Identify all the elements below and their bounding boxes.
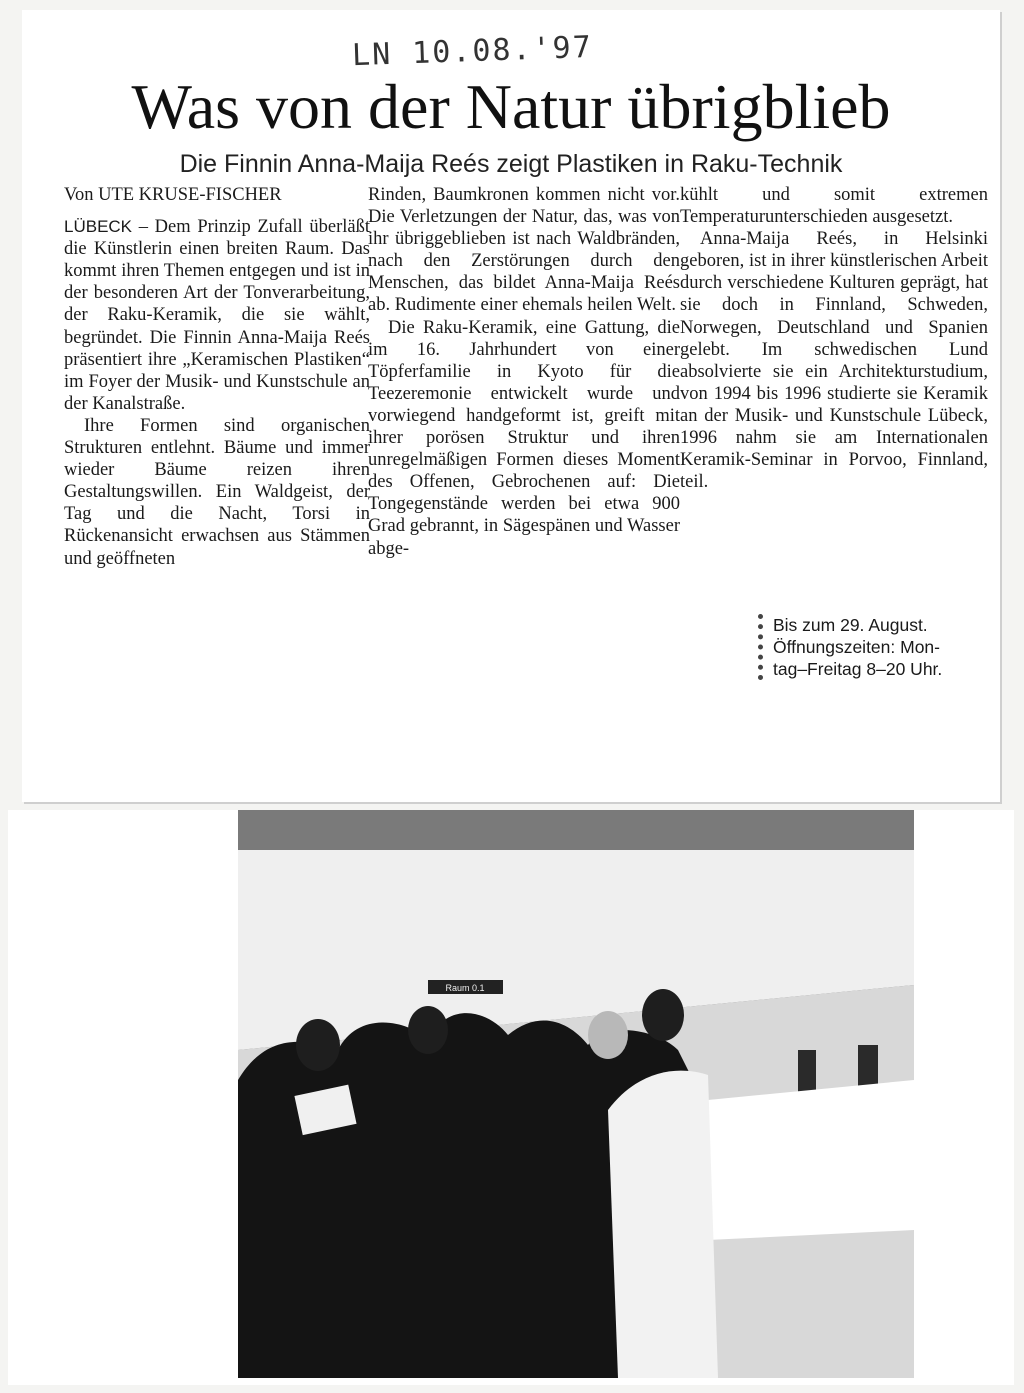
handwritten-date-note: LN 10.08.'97 [351, 29, 594, 74]
article-headline: Was von der Natur übrigblieb [131, 71, 891, 142]
article-column-3 [680, 184, 988, 493]
paragraph-text: – Dem Prinzip Zufall überläßt die Künstlerin einen breiten Raum. Das kommt ihren Themen entgegen und ist in der besonderen Art der Tonverarbeitung, der Raku-Keramik, die sie wählt, begründet. Die Finnin Anna-Maija Reés präsentiert ihre „Keramischen Plastiken“ im Foyer der Musik- und Kunstschule an der Kanalstraße. [64, 217, 371, 414]
article-paragraph: kühlt und somit extremen Temperaturunterschieden ausgesetzt. [680, 185, 988, 228]
article-paragraph: Anna-Maija Reés, in Helsinki geboren, ist in ihrer künstlerischen Arbeit durch verschiedene Kulturen geprägt, hat sie doch in Finnland, Schweden, Norwegen, Deutschland und Spanien gelebt. Im schwedischen Lund absolvierte sie ein Architekturstudium, von 1994 bis 1996 studierte sie Keramik an der Musik- und Kunstschule Lübeck, 1996 nahm sie am Internationalen Keramik-Seminar in Porvoo, Finnland, teil. [680, 229, 988, 493]
article-byline: Von UTE KRUSE-FISCHER [64, 185, 282, 205]
article-column-1 [64, 184, 370, 570]
photo-clipping [8, 810, 1014, 1385]
article-subheadline: Die Finnin Anna-Maija Reés zeigt Plastiken in Raku-Technik [179, 150, 843, 178]
info-line: tag–Freitag 8–20 Uhr. [773, 659, 943, 679]
article-paragraph: Ihre Formen sind organischen Strukturen entlehnt. Bäume und immer wieder Bäume reizen ihren Gestaltungswillen. Ein Waldgeist, der Tag und die Nacht, Torsi in Rückenansicht erwachsen aus Stämmen und geöffneten [64, 415, 370, 569]
article-paragraph: Rinden, Baumkronen kommen nicht vor. Die Verletzungen der Natur, das, was von ihr übriggeblieben ist nach Waldbränden, nach den Zerstörungen durch den Menschen, das bildet Anna-Maija Reés ab. Rudimente einer ehemals heilen Welt. [368, 185, 680, 316]
visitor-head [408, 1006, 448, 1054]
article-dateline: LÜBECK [64, 217, 133, 237]
visitor-head [296, 1019, 340, 1071]
display-pedestals [708, 1080, 914, 1240]
opening-hours-info-box [758, 614, 1001, 680]
visitor-head [588, 1011, 628, 1059]
info-line: Öffnungszeiten: Mon- [773, 637, 940, 657]
article-paragraph: Die Raku-Keramik, eine Gattung, die im 16. Jahrhundert von einer Töpferfamilie in Kyoto für die Teezeremonie entwickelt wurde und vorwiegend handgeformt ist, greift mit ihrer porösen Struktur und ihren unregelmäßigen Formen dieses Moment des Offenen, Gebrochenen auf: Die Tongegenstände werden bei etwa 900 Grad gebrannt, in Sägespänen und Wasser abge- [368, 317, 680, 559]
visitor-head [642, 989, 684, 1041]
article-paragraph [64, 216, 370, 415]
article-column-2 [368, 184, 680, 560]
info-line: Bis zum 29. August. [773, 615, 928, 635]
room-sign-text: Raum 0.1 [445, 983, 485, 993]
visitor-white-shirt [608, 1071, 718, 1378]
exhibition-photo [238, 810, 914, 1378]
